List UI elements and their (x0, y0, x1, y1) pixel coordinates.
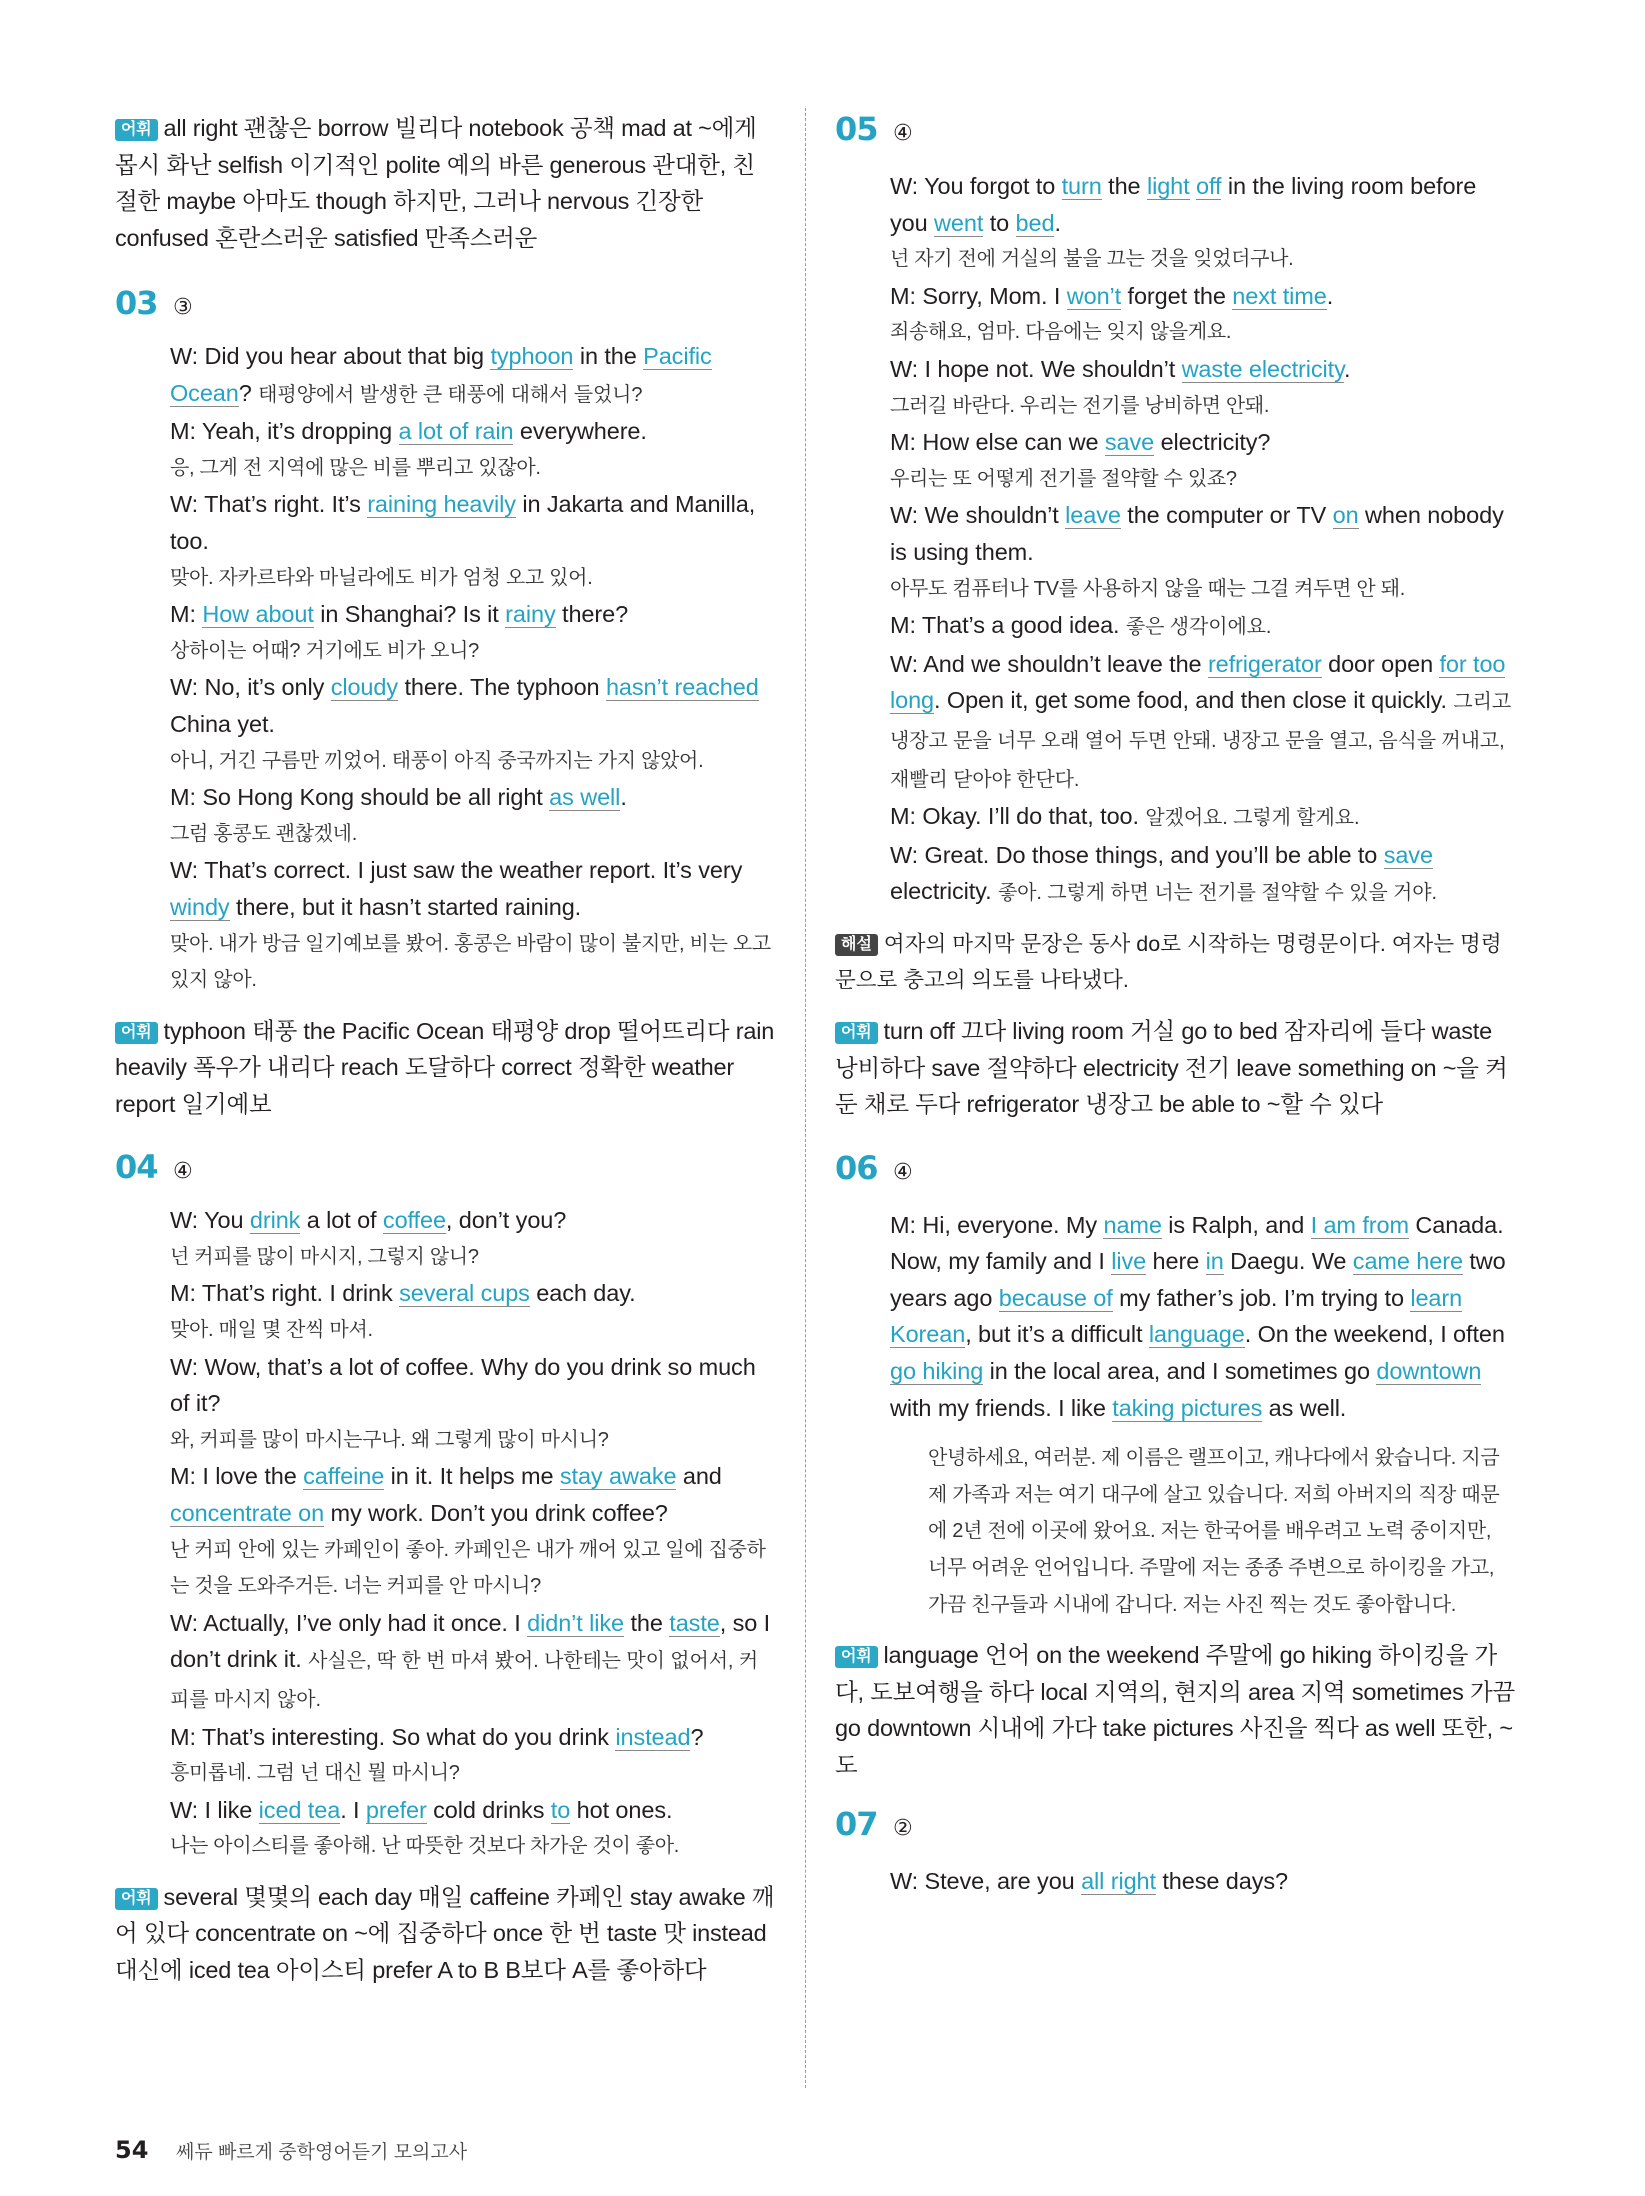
vocab-q05-text: turn off 끄다 living room 거실 go to bed 잠자리에 들다 waste 낭비하다 save 절약하다 electricity 전기 leave something on ~을 켜둔 채로 두다 refrigerator 냉장고 be able to ~할 수 있다 (835, 1018, 1508, 1118)
q04-dialogue (115, 1202, 775, 1865)
dialogue-line: W: And we shouldn’t leave the refrigerator door open for too long. Open it, get some food, and then close it quickly. 그리고 냉장고 문을 너무 오래 열어 두면 안돼. 냉장고 문을 열고, 음식을 꺼내고, 재빨리 닫아야 한단다. (890, 650, 1512, 791)
book-title: 쎄듀 빠르게 중학영어듣기 모의고사 (175, 2142, 468, 2163)
dialogue-line: M: Sorry, Mom. I won’t forget the next time. 죄송해요, 엄마. 다음에는 잊지 않을게요. (890, 282, 1334, 344)
q05-header (835, 110, 1515, 160)
explain-q05 (835, 926, 1515, 999)
left-column (115, 110, 775, 1988)
dialogue-line: M: That’s right. I drink several cups each day. 맞아. 매일 몇 잔씩 마셔. (170, 1280, 636, 1341)
translation: 안녕하세요, 여러분. 제 이름은 랠프이고, 캐나다에서 왔습니다. 지금 제 가족과 저는 여기 대구에 살고 있습니다. 저희 아버지의 직장 때문에 2년 전에 이곳에 왔어요. 저는 한국어를 배우려고 노력 중이지만, 너무 어려운 언어입니다. 주말에 저는 종종 주변으로 하이킹을 가고, 가끔 친구들과 시내에 갑니다. 저는 사진 찍는 것도 좋아합니다. (928, 1447, 1500, 1616)
dialogue-line: M: Hi, everyone. My name is Ralph, and I am from Canada. Now, my family and I live here in Daegu. We came here two years ago because of my father’s job. I’m trying to learn Korean, but it’s a difficult language. On the weekend, I often go hiking in the local area, and I sometimes go downtown with my friends. I like taking pictures as well. (890, 1211, 1506, 1421)
vocab-q06-text: language 언어 on the weekend 주말에 go hiking 하이킹을 가다, 도보여행을 하다 local 지역의, 현지의 area 지역 sometimes 가끔 go downtown 시내에 가다 take pictures 사진을 찍다 as well 또한, ~도 (835, 1642, 1516, 1778)
vocab-tag: 어휘 (115, 119, 158, 141)
q03-answer: ③ (173, 294, 193, 319)
vocab-q02-text: all right 괜찮은 borrow 빌리다 notebook 공책 mad at ~에게 몹시 화난 selfish 이기적인 polite 예의 바른 generous 관대한, 친절한 maybe 아마도 though 하지만, 그러나 nervous 긴장한 confused 혼란스러운 satisfied 만족스러운 (115, 115, 757, 251)
vocab-q02 (115, 110, 775, 256)
dialogue-line: W: I like iced tea. I prefer cold drinks to hot ones. 나는 아이스티를 좋아해. 난 따뜻한 것보다 차가운 것이 좋아. (170, 1796, 680, 1858)
page-number: 54 (115, 2136, 149, 2164)
vocab-q04 (115, 1879, 775, 1989)
vocab-q05 (835, 1013, 1515, 1123)
q03-number: 03 (115, 284, 158, 322)
dialogue-line: W: Wow, that’s a lot of coffee. Why do you drink so much of it? 와, 커피를 많이 마시는구나. 왜 그렇게 많이 마시니? (170, 1353, 756, 1451)
vocab-q06 (835, 1637, 1515, 1783)
vocab-tag: 어휘 (115, 1022, 158, 1044)
q06-header (835, 1149, 1515, 1199)
explain-tag: 해설 (835, 934, 878, 956)
dialogue-line: W: Actually, I’ve only had it once. I didn’t like the taste, so I don’t drink it. 사실은, 딱 한 번 마셔 봤어. 나한테는 맛이 없어서, 커피를 마시지 않아. (170, 1609, 771, 1711)
q04-answer: ④ (173, 1158, 193, 1184)
dialogue-line: W: Steve, are you all right these days? (890, 1868, 1288, 1895)
q03-header (115, 284, 775, 334)
vocab-q03-text: typhoon 태풍 the Pacific Ocean 태평양 drop 떨어뜨리다 rain heavily 폭우가 내리다 reach 도달하다 correct 정확한 weather report 일기예보 (115, 1017, 775, 1117)
explain-q05-text: 여자의 마지막 문장은 동사 do로 시작하는 명령문이다. 여자는 명령문으로 충고의 의도를 나타냈다. (835, 931, 1502, 993)
column-divider (805, 108, 806, 2088)
dialogue-line: W: You forgot to turn the light off in the living room before you went to bed. 넌 자기 전에 거실의 불을 끄는 것을 잊었더구나. (890, 173, 1477, 271)
q04-number: 04 (115, 1148, 158, 1187)
q07-header (835, 1805, 1515, 1855)
q06-answer: ④ (893, 1158, 913, 1184)
dialogue-line: W: I hope not. We shouldn’t waste electricity. 그러길 바란다. 우리는 전기를 낭비하면 안돼. (890, 355, 1351, 417)
dialogue-line: M: That’s a good idea. 좋은 생각이에요. (890, 612, 1272, 639)
q05-number: 05 (835, 110, 878, 148)
q05-answer: ④ (893, 120, 913, 145)
dialogue-line: M: Yeah, it’s dropping a lot of rain everywhere. 응, 그게 전 지역에 많은 비를 뿌리고 있잖아. (170, 418, 647, 479)
q03-dialogue (115, 338, 775, 999)
q07-number: 07 (835, 1805, 878, 1844)
dialogue-line: W: Great. Do those things, and you’ll be able to save electricity. 좋아. 그렇게 하면 너는 전기를 절약할 수 있을 거야. (890, 841, 1437, 905)
right-column (835, 110, 1515, 1900)
dialogue-line: W: Did you hear about that big typhoon in the Pacific Ocean? 태평양에서 발생한 큰 태풍에 대해서 들었니? (170, 343, 712, 406)
dialogue-line: M: That’s interesting. So what do you drink instead? 흥미롭네. 그럼 넌 대신 뭘 마시니? (170, 1723, 704, 1785)
dialogue-line: W: We shouldn’t leave the computer or TV on when nobody is using them. 아무도 컴퓨터나 TV를 사용하지 않을 때는 그걸 켜두면 안 돼. (890, 502, 1504, 600)
dialogue-line: W: You drink a lot of coffee, don’t you? 넌 커피를 많이 마시지, 그렇지 않니? (170, 1207, 567, 1268)
q06-number: 06 (835, 1148, 878, 1187)
q07-dialogue (835, 1863, 1515, 1900)
dialogue-line: W: No, it’s only cloudy there. The typhoon hasn’t reached China yet. 아니, 거긴 구름만 끼었어. 태풍이 아직 중국까지는 가지 않았어. (170, 674, 759, 772)
dialogue-line: W: That’s correct. I just saw the weather report. It’s very windy there, but it hasn’t started raining. 맞아. 내가 방금 일기예보를 봤어. 홍콩은 바람이 많이 불지만, 비는 오고 있지 않아. (170, 857, 771, 992)
vocab-q04-text: several 몇몇의 each day 매일 caffeine 카페인 stay awake 깨어 있다 concentrate on ~에 집중하다 once 한 번 taste 맛 instead 대신에 iced tea 아이스티 prefer A to B B보다 A를 좋아하다 (115, 1883, 775, 1983)
dialogue-line: M: How else can we save electricity? 우리는 또 어떻게 전기를 절약할 수 있죠? (890, 429, 1271, 490)
vocab-q03 (115, 1013, 775, 1123)
q06-monologue (835, 1207, 1515, 1624)
dialogue-line: M: Okay. I’ll do that, too. 알겠어요. 그렇게 할게요. (890, 803, 1360, 830)
vocab-tag: 어휘 (115, 1888, 158, 1910)
dialogue-line: M: How about in Shanghai? Is it rainy there? 상하이는 어때? 거기에도 비가 오니? (170, 601, 629, 662)
dialogue-line: M: So Hong Kong should be all right as well. 그럼 홍콩도 괜찮겠네. (170, 784, 627, 845)
q04-header (115, 1148, 775, 1198)
vocab-tag: 어휘 (835, 1646, 878, 1668)
q05-dialogue (835, 168, 1515, 912)
page-footer (115, 2136, 467, 2164)
q07-answer: ② (893, 1815, 913, 1841)
dialogue-line: W: That’s right. It’s raining heavily in Jakarta and Manilla, too. 맞아. 자카르타와 마닐라에도 비가 엄청 오고 있어. (170, 491, 756, 589)
vocab-tag: 어휘 (835, 1022, 878, 1044)
dialogue-line: M: I love the caffeine in it. It helps me stay awake and concentrate on my work. Don’t you drink coffee? 난 커피 안에 있는 카페인이 좋아. 카페인은 내가 깨어 있고 일에 집중하는 것을 도와주거든. 너는 커피를 안 마시니? (170, 1463, 766, 1598)
